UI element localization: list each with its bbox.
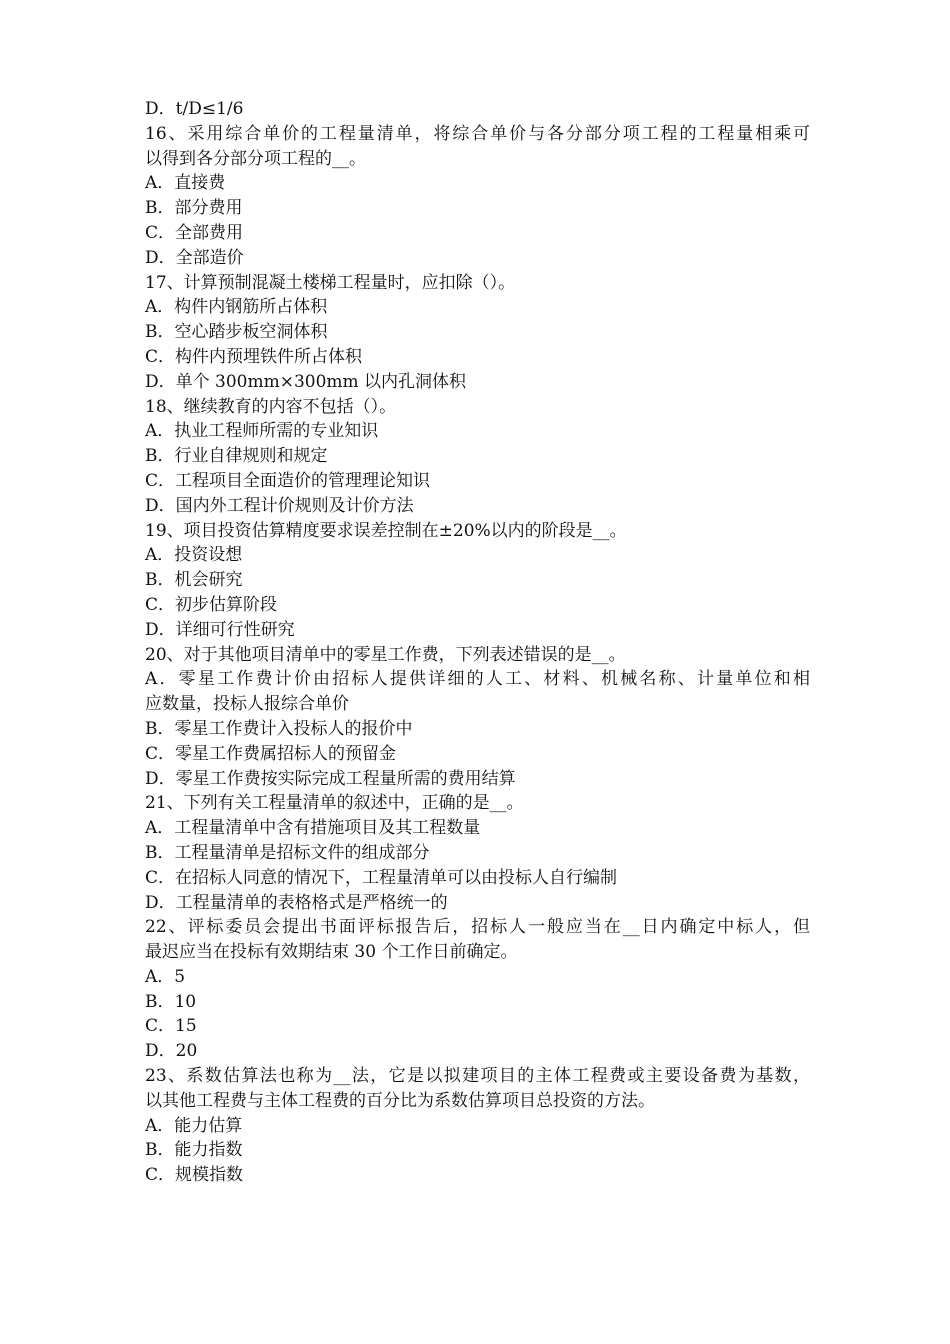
option-line: C．工程项目全面造价的管理理论知识 <box>145 470 431 491</box>
question-20-line: 20、对于其他项目清单中的零星工作费，下列表述错误的是__。 <box>145 644 626 665</box>
option-line: C．初步估算阶段 <box>145 594 278 615</box>
question-23-line: 23、系数估算法也称为__法，它是以拟建项目的主体工程费或主要设备费为基数， <box>145 1066 810 1087</box>
question-22-line: 22、评标委员会提出书面评标报告后，招标人一般应当在__日内确定中标人，但 <box>145 917 810 938</box>
option-line: D．零星工作费按实际完成工程量所需的费用结算 <box>145 768 516 789</box>
option-line: B．10 <box>145 991 197 1012</box>
option-line: C．零星工作费属招标人的预留金 <box>145 743 397 764</box>
option-line: B．能力指数 <box>145 1140 243 1161</box>
option-line: B．部分费用 <box>145 198 243 219</box>
option-line: 应数量，投标人报综合单价 <box>145 694 349 715</box>
option-line: A．5 <box>145 966 186 987</box>
option-line: A．能力估算 <box>145 1115 243 1136</box>
option-line: D．工程量清单的表格格式是严格统一的 <box>145 892 448 913</box>
question-16-line: 16、采用综合单价的工程量清单，将综合单价与各分部分项工程的工程量相乘可 <box>145 123 810 144</box>
option-line: B．行业自律规则和规定 <box>145 446 328 467</box>
option-line: D．全部造价 <box>145 247 244 268</box>
option-line: D．详细可行性研究 <box>145 619 295 640</box>
exam-question-text <box>145 97 810 1188</box>
option-line: A．直接费 <box>145 173 226 194</box>
option-line: D．20 <box>145 1041 198 1062</box>
option-line: A．工程量清单中含有措施项目及其工程数量 <box>145 818 481 839</box>
option-line: C．规模指数 <box>145 1165 244 1186</box>
option-line: A．零星工作费计价由招标人提供详细的人工、材料、机械名称、计量单位和相 <box>145 669 810 690</box>
option-line: C．全部费用 <box>145 222 244 243</box>
question-19-line: 19、项目投资估算精度要求误差控制在±20%以内的阶段是__。 <box>145 520 627 541</box>
option-line: C．在招标人同意的情况下，工程量清单可以由投标人自行编制 <box>145 867 618 888</box>
question-17-line: 17、计算预制混凝土楼梯工程量时，应扣除（）。 <box>145 272 516 293</box>
option-line: B．机会研究 <box>145 570 243 591</box>
option-line: D．单个 300mm×300mm 以内孔洞体积 <box>145 371 467 392</box>
option-line: B．零星工作费计入投标人的报价中 <box>145 718 413 739</box>
question-18-line: 18、继续教育的内容不包括（）。 <box>145 396 397 417</box>
question-23-line: 以其他工程费与主体工程费的百分比为系数估算项目总投资的方法。 <box>145 1090 655 1111</box>
question-22-line: 最迟应当在投标有效期结束 30 个工作日前确定。 <box>145 942 518 963</box>
option-line: A．构件内钢筋所占体积 <box>145 297 328 318</box>
question-21-line: 21、下列有关工程量清单的叙述中，正确的是__。 <box>145 793 524 814</box>
option-line: B．工程量清单是招标文件的组成部分 <box>145 842 430 863</box>
option-line: B．空心踏步板空洞体积 <box>145 322 328 343</box>
option-line: C．15 <box>145 1016 197 1037</box>
option-line: C．构件内预埋铁件所占体积 <box>145 346 363 367</box>
option-line: A．投资设想 <box>145 545 243 566</box>
option-line: A．执业工程师所需的专业知识 <box>145 421 379 442</box>
option-line: D．国内外工程计价规则及计价方法 <box>145 495 414 516</box>
option-line: D．t/D≤1/6 <box>145 99 244 119</box>
question-16-line: 以得到各分部分项工程的__。 <box>145 148 366 169</box>
